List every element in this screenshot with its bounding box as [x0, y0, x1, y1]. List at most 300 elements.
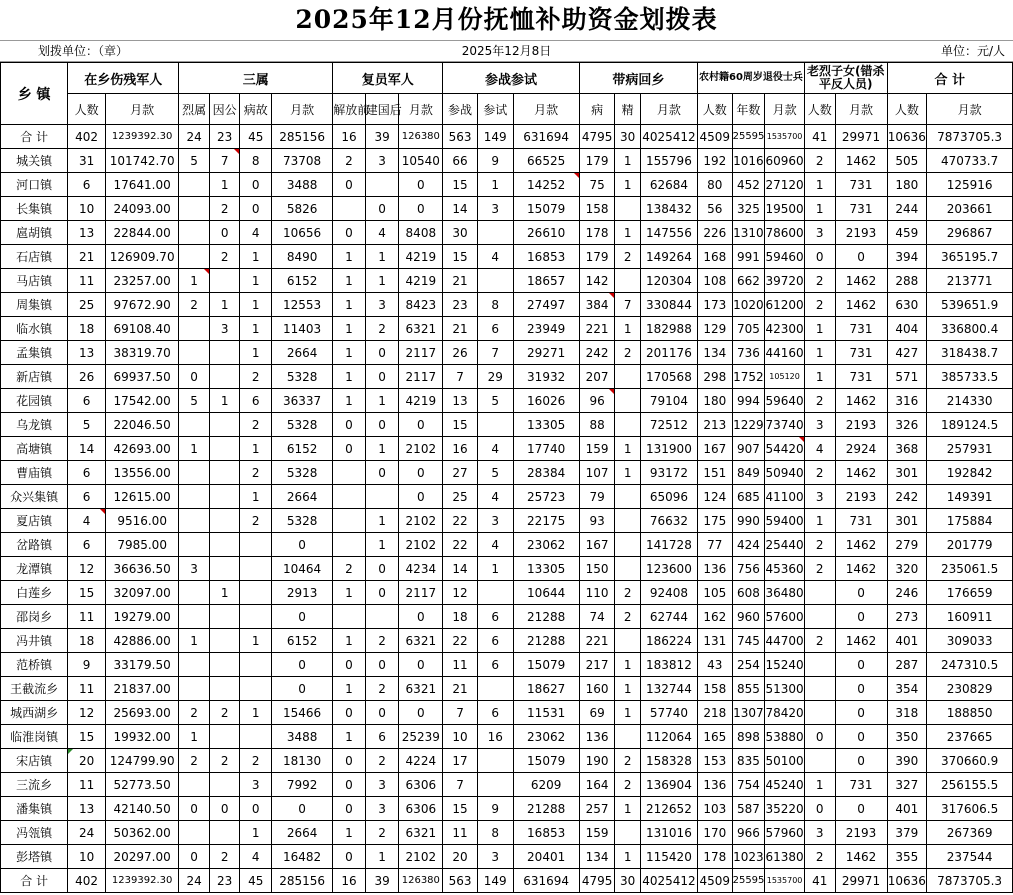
- table-cell: 662: [732, 269, 765, 293]
- table-cell: 0: [835, 797, 887, 821]
- table-cell: 1: [333, 341, 366, 365]
- table-cell: 22: [443, 533, 478, 557]
- table-cell: 4219: [399, 389, 443, 413]
- table-cell: 960: [732, 605, 765, 629]
- table-cell: 1462: [835, 557, 887, 581]
- table-row: [1, 581, 1013, 605]
- table-cell: 112064: [640, 725, 697, 749]
- table-cell: 150: [579, 557, 615, 581]
- table-cell: 16853: [513, 821, 579, 845]
- table-cell: 108: [697, 269, 732, 293]
- table-cell: 151: [697, 461, 732, 485]
- table-cell: 136: [697, 773, 732, 797]
- table-cell: 2924: [835, 437, 887, 461]
- table-cell: [179, 461, 210, 485]
- table-cell: 6: [240, 389, 272, 413]
- table-cell: 25: [68, 293, 106, 317]
- table-cell: 155796: [640, 149, 697, 173]
- header-martyr-children: 老烈子女(错杀平反人员): [804, 63, 887, 94]
- table-cell: 2: [804, 269, 835, 293]
- table-cell: 186224: [640, 629, 697, 653]
- table-cell: [209, 413, 240, 437]
- table-cell: 1: [365, 509, 399, 533]
- table-cell: 38319.70: [105, 341, 178, 365]
- subheader-monthly: 月款: [765, 94, 805, 125]
- table-cell: 4: [804, 437, 835, 461]
- table-cell: 327: [887, 773, 927, 797]
- table-cell: 0: [365, 413, 399, 437]
- table-cell: 1535700: [765, 125, 805, 149]
- table-cell: 4509: [697, 869, 732, 893]
- table-cell: 2: [240, 509, 272, 533]
- table-cell: 12: [68, 557, 106, 581]
- table-cell: 10: [443, 725, 478, 749]
- table-cell: [179, 605, 210, 629]
- table-cell: 2: [209, 845, 240, 869]
- table-cell: 267369: [927, 821, 1013, 845]
- table-cell: 207: [579, 365, 615, 389]
- table-cell: 1: [209, 389, 240, 413]
- table-cell: 1: [615, 221, 640, 245]
- table-cell: 1: [179, 725, 210, 749]
- table-cell: 42693.00: [105, 437, 178, 461]
- table-cell: 1: [179, 269, 210, 293]
- table-cell: 355: [887, 845, 927, 869]
- table-cell: 4795: [579, 125, 615, 149]
- table-cell: 0: [804, 245, 835, 269]
- table-cell: [209, 821, 240, 845]
- table-cell: [615, 725, 640, 749]
- table-cell: 11: [68, 269, 106, 293]
- table-cell: 33179.50: [105, 653, 178, 677]
- table-cell: 16: [333, 869, 366, 893]
- table-cell: 59400: [765, 509, 805, 533]
- table-cell: 149264: [640, 245, 697, 269]
- subheader-test: 参试: [477, 94, 513, 125]
- table-cell: 1: [615, 845, 640, 869]
- table-cell: 27: [443, 461, 478, 485]
- table-cell: 365195.7: [927, 245, 1013, 269]
- table-cell: 16: [333, 125, 366, 149]
- table-cell: 15079: [513, 653, 579, 677]
- table-cell: 2: [615, 605, 640, 629]
- town-name: 城关镇: [1, 149, 68, 173]
- table-cell: 188850: [927, 701, 1013, 725]
- table-cell: 1: [615, 461, 640, 485]
- table-row: [1, 461, 1013, 485]
- header-rural-retired: 农村籍60周岁退役士兵: [697, 63, 804, 94]
- table-cell: 1307: [732, 701, 765, 725]
- table-cell: 13305: [513, 413, 579, 437]
- table-cell: 7873705.3: [927, 125, 1013, 149]
- table-cell: 1: [333, 317, 366, 341]
- table-cell: [477, 581, 513, 605]
- table-cell: 459: [887, 221, 927, 245]
- table-cell: 2664: [272, 485, 333, 509]
- table-cell: 50362.00: [105, 821, 178, 845]
- table-cell: 10644: [513, 581, 579, 605]
- table-cell: 93172: [640, 461, 697, 485]
- table-cell: 107: [579, 461, 615, 485]
- table-cell: 6152: [272, 629, 333, 653]
- table-cell: 0: [333, 701, 366, 725]
- table-row: [1, 725, 1013, 749]
- table-cell: 15: [443, 245, 478, 269]
- table-cell: [615, 365, 640, 389]
- table-cell: 4224: [399, 749, 443, 773]
- table-cell: [333, 485, 366, 509]
- table-cell: 136904: [640, 773, 697, 797]
- table-cell: 175884: [927, 509, 1013, 533]
- table-cell: 15: [68, 725, 106, 749]
- table-cell: 402: [68, 125, 106, 149]
- subheader-monthly: 月款: [640, 94, 697, 125]
- table-cell: 170: [697, 821, 732, 845]
- town-name: 长集镇: [1, 197, 68, 221]
- table-cell: 4509: [697, 125, 732, 149]
- table-cell: 75: [579, 173, 615, 197]
- table-cell: 19500: [765, 197, 805, 221]
- total-row: [1, 869, 1013, 893]
- table-cell: 192842: [927, 461, 1013, 485]
- table-cell: 221: [579, 317, 615, 341]
- table-cell: [240, 533, 272, 557]
- table-cell: 16: [443, 437, 478, 461]
- table-cell: 138432: [640, 197, 697, 221]
- table-cell: 36337: [272, 389, 333, 413]
- table-cell: 539651.9: [927, 293, 1013, 317]
- table-cell: 29971: [835, 869, 887, 893]
- table-cell: 247310.5: [927, 653, 1013, 677]
- table-cell: 6: [68, 173, 106, 197]
- table-cell: 1: [179, 437, 210, 461]
- table-cell: 1: [240, 317, 272, 341]
- subtitle-bar: [0, 40, 1013, 62]
- table-cell: 160: [579, 677, 615, 701]
- table-cell: 141728: [640, 533, 697, 557]
- table-cell: 39: [365, 869, 399, 893]
- table-cell: 162: [697, 605, 732, 629]
- table-cell: 78600: [765, 221, 805, 245]
- table-cell: 3: [365, 773, 399, 797]
- table-cell: 1: [615, 797, 640, 821]
- table-row: [1, 437, 1013, 461]
- table-cell: 4025412: [640, 869, 697, 893]
- table-cell: 126380: [399, 125, 443, 149]
- table-cell: 126380: [399, 869, 443, 893]
- table-cell: [615, 557, 640, 581]
- table-row: [1, 389, 1013, 413]
- table-cell: 394: [887, 245, 927, 269]
- table-cell: 1: [804, 773, 835, 797]
- table-cell: 0: [240, 173, 272, 197]
- table-cell: 0: [804, 725, 835, 749]
- table-cell: 129: [697, 317, 732, 341]
- table-cell: 1: [615, 653, 640, 677]
- table-cell: 31: [68, 149, 106, 173]
- table-cell: 183812: [640, 653, 697, 677]
- table-cell: 563: [443, 869, 478, 893]
- table-cell: 0: [835, 581, 887, 605]
- table-cell: 3: [365, 149, 399, 173]
- table-cell: 28384: [513, 461, 579, 485]
- table-cell: 427: [887, 341, 927, 365]
- table-cell: 3: [804, 413, 835, 437]
- subheader-monthly: 月款: [399, 94, 443, 125]
- header-demobilized: 复员军人: [333, 63, 443, 94]
- table-cell: 1: [209, 581, 240, 605]
- table-cell: 2: [333, 557, 366, 581]
- table-cell: 254: [732, 653, 765, 677]
- table-cell: 0: [365, 365, 399, 389]
- table-cell: 23062: [513, 533, 579, 557]
- table-cell: 88: [579, 413, 615, 437]
- table-cell: 5328: [272, 461, 333, 485]
- table-cell: 22175: [513, 509, 579, 533]
- table-cell: 20401: [513, 845, 579, 869]
- table-row: [1, 269, 1013, 293]
- table-cell: 1462: [835, 461, 887, 485]
- table-cell: 0: [835, 245, 887, 269]
- table-cell: 3488: [272, 173, 333, 197]
- subheader-monthly: 月款: [513, 94, 579, 125]
- table-cell: 246: [887, 581, 927, 605]
- table-cell: [615, 197, 640, 221]
- table-cell: 9516.00: [105, 509, 178, 533]
- table-cell: 2: [209, 701, 240, 725]
- table-cell: 368: [887, 437, 927, 461]
- table-row: [1, 701, 1013, 725]
- table-cell: 7873705.3: [927, 869, 1013, 893]
- table-cell: 50100: [765, 749, 805, 773]
- table-cell: 101742.70: [105, 149, 178, 173]
- table-cell: 15: [443, 173, 478, 197]
- table-cell: 1: [804, 365, 835, 389]
- table-cell: 0: [333, 773, 366, 797]
- table-cell: 1: [615, 149, 640, 173]
- table-cell: 237544: [927, 845, 1013, 869]
- table-cell: 317606.5: [927, 797, 1013, 821]
- table-row: [1, 221, 1013, 245]
- table-cell: 1: [333, 269, 366, 293]
- subheader-duty: 因公: [209, 94, 240, 125]
- table-cell: 17: [443, 749, 478, 773]
- town-name: 花园镇: [1, 389, 68, 413]
- table-cell: [179, 413, 210, 437]
- table-cell: 23949: [513, 317, 579, 341]
- table-cell: 630: [887, 293, 927, 317]
- table-cell: 120304: [640, 269, 697, 293]
- date-label: 2025年12月8日: [461, 44, 552, 58]
- table-cell: 42886.00: [105, 629, 178, 653]
- table-cell: 18657: [513, 269, 579, 293]
- table-cell: 2193: [835, 485, 887, 509]
- table-cell: 6: [477, 317, 513, 341]
- table-cell: 7: [443, 773, 478, 797]
- table-cell: 25440: [765, 533, 805, 557]
- table-cell: 2193: [835, 221, 887, 245]
- table-cell: 1: [333, 581, 366, 605]
- table-cell: 4: [68, 509, 106, 533]
- table-cell: [179, 653, 210, 677]
- table-cell: 907: [732, 437, 765, 461]
- table-cell: [209, 725, 240, 749]
- table-cell: [804, 581, 835, 605]
- table-cell: 279: [887, 533, 927, 557]
- table-cell: [209, 677, 240, 701]
- header-war-test: 参战参试: [443, 63, 580, 94]
- table-cell: 256155.5: [927, 773, 1013, 797]
- table-row: [1, 845, 1013, 869]
- table-cell: 242: [887, 485, 927, 509]
- table-cell: [179, 317, 210, 341]
- table-cell: 13: [68, 341, 106, 365]
- table-cell: 22: [443, 509, 478, 533]
- table-cell: 24093.00: [105, 197, 178, 221]
- table-cell: [333, 533, 366, 557]
- table-cell: 1462: [835, 293, 887, 317]
- table-cell: 36480: [765, 581, 805, 605]
- table-cell: 1: [333, 365, 366, 389]
- table-cell: 13: [68, 221, 106, 245]
- table-cell: 201779: [927, 533, 1013, 557]
- table-cell: [615, 629, 640, 653]
- table-cell: 6: [365, 725, 399, 749]
- table-cell: 167: [579, 533, 615, 557]
- table-cell: 326: [887, 413, 927, 437]
- table-cell: 16482: [272, 845, 333, 869]
- table-cell: 0: [804, 797, 835, 821]
- table-cell: [804, 605, 835, 629]
- table-cell: 563: [443, 125, 478, 149]
- table-cell: 21288: [513, 629, 579, 653]
- table-cell: 18: [68, 629, 106, 653]
- table-cell: 2: [804, 629, 835, 653]
- table-cell: 50940: [765, 461, 805, 485]
- table-cell: 1462: [835, 269, 887, 293]
- table-cell: 6: [477, 605, 513, 629]
- table-cell: [477, 677, 513, 701]
- table-cell: 15: [443, 413, 478, 437]
- table-cell: 990: [732, 509, 765, 533]
- table-cell: 0: [179, 365, 210, 389]
- table-cell: 65096: [640, 485, 697, 509]
- table-cell: 1: [240, 821, 272, 845]
- table-cell: 97672.90: [105, 293, 178, 317]
- subheader-illness: 病故: [240, 94, 272, 125]
- table-cell: 296867: [927, 221, 1013, 245]
- table-cell: 16: [477, 725, 513, 749]
- table-cell: 1535700: [765, 869, 805, 893]
- table-cell: 2102: [399, 437, 443, 461]
- table-cell: 3488: [272, 725, 333, 749]
- table-cell: 168: [697, 245, 732, 269]
- town-name: 夏店镇: [1, 509, 68, 533]
- table-cell: 318: [887, 701, 927, 725]
- table-cell: [365, 485, 399, 509]
- table-cell: 1752: [732, 365, 765, 389]
- table-cell: 257: [579, 797, 615, 821]
- table-cell: 110: [579, 581, 615, 605]
- table-cell: 705: [732, 317, 765, 341]
- table-cell: 126909.70: [105, 245, 178, 269]
- header-total: 合 计: [887, 63, 1013, 94]
- table-cell: 2: [365, 749, 399, 773]
- table-cell: 1: [240, 293, 272, 317]
- table-cell: 6: [477, 653, 513, 677]
- table-cell: 244: [887, 197, 927, 221]
- table-cell: 0: [365, 581, 399, 605]
- table-cell: 4219: [399, 269, 443, 293]
- table-cell: 11: [68, 605, 106, 629]
- table-row: [1, 197, 1013, 221]
- table-cell: 505: [887, 149, 927, 173]
- town-name: 临淮岗镇: [1, 725, 68, 749]
- subheader-monthly: 月款: [927, 94, 1013, 125]
- table-cell: 180: [887, 173, 927, 197]
- table-cell: [615, 413, 640, 437]
- table-cell: 51300: [765, 677, 805, 701]
- table-cell: 0: [272, 797, 333, 821]
- table-cell: 18: [443, 605, 478, 629]
- table-cell: 213: [697, 413, 732, 437]
- table-cell: 53880: [765, 725, 805, 749]
- table-cell: 2193: [835, 413, 887, 437]
- table-cell: 325: [732, 197, 765, 221]
- town-name: 邵岗乡: [1, 605, 68, 629]
- table-cell: 0: [333, 437, 366, 461]
- table-cell: 19932.00: [105, 725, 178, 749]
- table-cell: 1: [209, 173, 240, 197]
- table-cell: 149391: [927, 485, 1013, 509]
- table-cell: [615, 485, 640, 509]
- table-cell: 1: [477, 173, 513, 197]
- table-cell: 15240: [765, 653, 805, 677]
- table-cell: 190: [579, 749, 615, 773]
- table-cell: 12: [68, 701, 106, 725]
- table-cell: 8490: [272, 245, 333, 269]
- table-cell: [240, 677, 272, 701]
- table-cell: 1: [240, 701, 272, 725]
- town-name: 龙潭镇: [1, 557, 68, 581]
- table-row: [1, 341, 1013, 365]
- table-cell: 2: [615, 581, 640, 605]
- table-cell: 0: [365, 653, 399, 677]
- table-cell: 1: [333, 245, 366, 269]
- table-cell: 45240: [765, 773, 805, 797]
- table-cell: [209, 533, 240, 557]
- table-cell: 52773.50: [105, 773, 178, 797]
- town-name: 河口镇: [1, 173, 68, 197]
- table-cell: 2: [365, 677, 399, 701]
- table-cell: 1: [804, 173, 835, 197]
- table-cell: 1: [365, 245, 399, 269]
- table-cell: 92408: [640, 581, 697, 605]
- table-cell: 12553: [272, 293, 333, 317]
- subheader-count: 人数: [804, 94, 835, 125]
- table-cell: [804, 749, 835, 773]
- table-cell: 10656: [272, 221, 333, 245]
- page-title: 2025年12月份抚恤补助资金划拨表: [295, 5, 718, 34]
- header-town: 乡 镇: [1, 63, 68, 125]
- table-cell: 14: [443, 557, 478, 581]
- table-cell: 131: [697, 629, 732, 653]
- table-cell: [209, 509, 240, 533]
- table-cell: 2102: [399, 845, 443, 869]
- table-cell: 22: [443, 629, 478, 653]
- table-cell: 62684: [640, 173, 697, 197]
- table-cell: 11: [68, 773, 106, 797]
